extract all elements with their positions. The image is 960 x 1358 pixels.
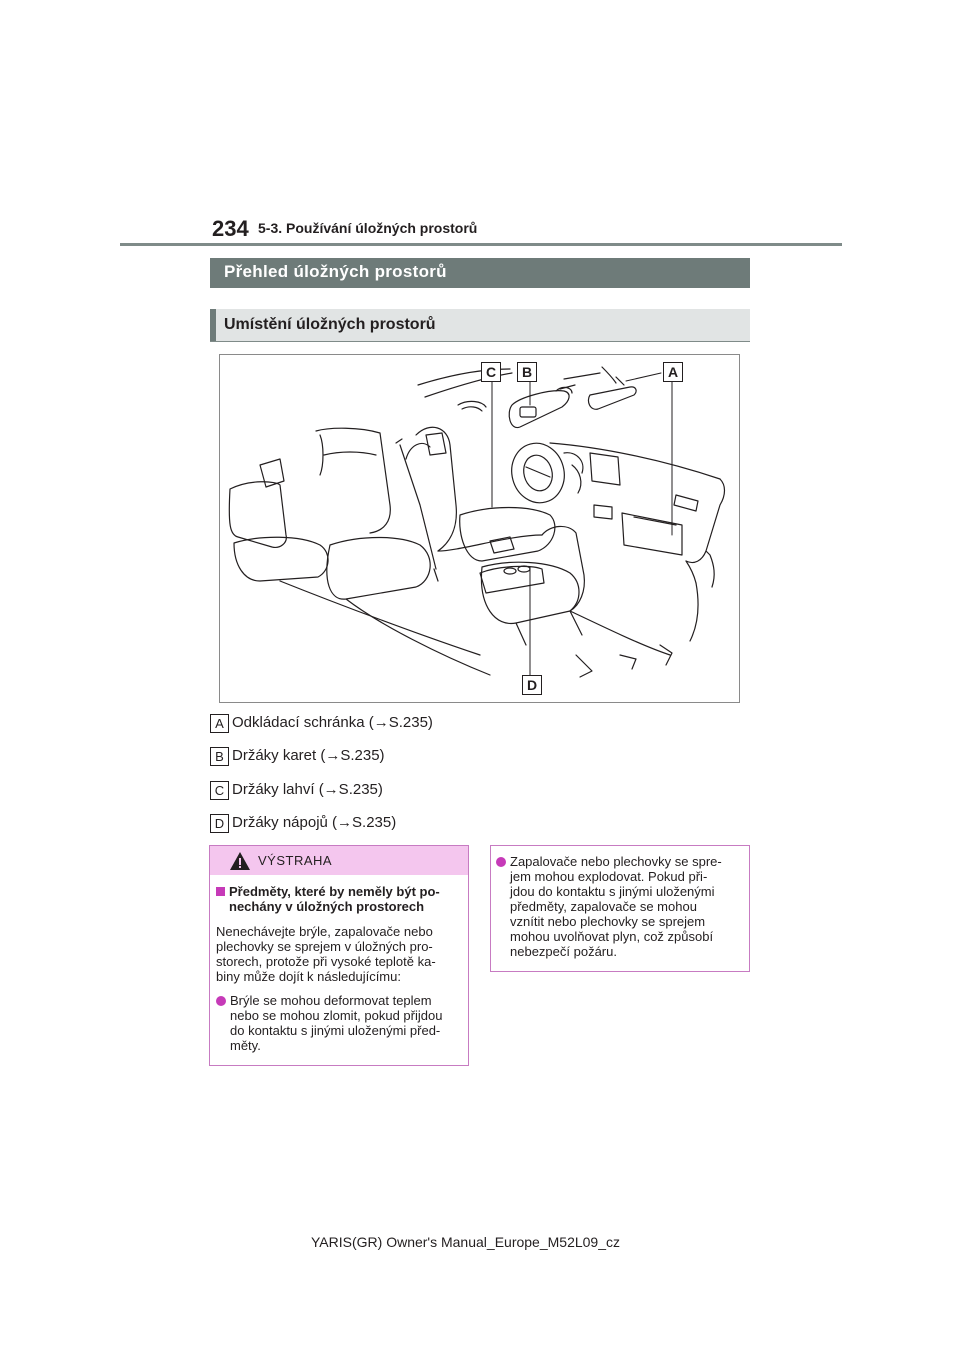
footer-text: YARIS(GR) Owner's Manual_Europe_M52L09_cz <box>311 1234 620 1250</box>
paragraph-line: plechovky se sprejem v úložných pro- <box>216 939 433 954</box>
legend-text: Držáky karet (→S.235) <box>232 747 385 764</box>
header-rule <box>120 243 842 246</box>
legend-key: A <box>210 714 229 733</box>
bullet-line: mohou uvolňovat plyn, což způsobí <box>510 929 714 944</box>
square-bullet-icon <box>216 887 225 896</box>
warning-bullet-2 <box>496 854 744 959</box>
warning-header <box>210 846 468 875</box>
figure-label-c: C <box>481 362 501 382</box>
title-bar-text: Přehled úložných prostorů <box>224 262 447 281</box>
dot-bullet-icon <box>496 857 506 867</box>
bullet-line: vznítit nebo plechovky se sprejem <box>510 914 706 929</box>
figure-label-b: B <box>517 362 537 382</box>
warning-heading <box>216 884 462 914</box>
page-number: 234 <box>212 216 249 241</box>
legend-key: B <box>210 747 229 766</box>
legend-text: Odkládací schránka (→S.235) <box>232 714 433 731</box>
legend-text: Držáky lahví (→S.235) <box>232 781 383 798</box>
warning-paragraph <box>216 924 462 984</box>
bullet-line: Brýle se mohou deformovat teplem <box>230 993 432 1008</box>
bullet-line: do kontaktu s jinými uloženými před- <box>230 1023 441 1038</box>
warning-box <box>209 845 469 1066</box>
bullet-line: nebezpečí požáru. <box>510 944 617 959</box>
bullet-line: předměty, zapalovače se mohou <box>510 899 697 914</box>
bullet-line: jem mohou explodovat. Pokud při- <box>510 869 708 884</box>
paragraph-line: storech, protože při vysoké teplotě ka- <box>216 954 436 969</box>
subtitle-bar-text: Umístění úložných prostorů <box>224 316 436 333</box>
subtitle-tab <box>210 309 216 341</box>
dot-bullet-icon <box>216 996 226 1006</box>
warning-triangle-icon <box>229 851 251 871</box>
warning-title: VÝSTRAHA <box>258 853 333 868</box>
bullet-line: jdou do kontaktu s jinými uloženými <box>510 884 715 899</box>
title-bar <box>210 258 750 288</box>
legend-key: C <box>210 781 229 800</box>
warning-bullet-1 <box>216 993 462 1053</box>
bullet-line: nebo se mohou zlomit, pokud přijdou <box>230 1008 443 1023</box>
car-interior-illustration <box>219 354 740 703</box>
legend-text: Držáky nápojů (→S.235) <box>232 814 397 831</box>
paragraph-line: Nenechávejte brýle, zapalovače nebo <box>216 924 433 939</box>
legend-key: D <box>210 814 229 833</box>
section-title: 5-3. Používání úložných prostorů <box>258 220 478 236</box>
subtitle-bar <box>210 309 750 342</box>
warning-box-continued <box>490 845 750 972</box>
bullet-line: Zapalovače nebo plechovky se spre- <box>510 854 722 869</box>
bullet-line: měty. <box>230 1038 261 1053</box>
paragraph-line: biny může dojít k následujícímu: <box>216 969 401 984</box>
figure-label-a: A <box>663 362 683 382</box>
warning-heading-line: Předměty, které by neměly být po- <box>229 884 440 899</box>
car-interior-drawing <box>220 355 741 704</box>
figure-label-d: D <box>522 675 542 695</box>
warning-heading-line: nechány v úložných prostorech <box>229 899 425 914</box>
